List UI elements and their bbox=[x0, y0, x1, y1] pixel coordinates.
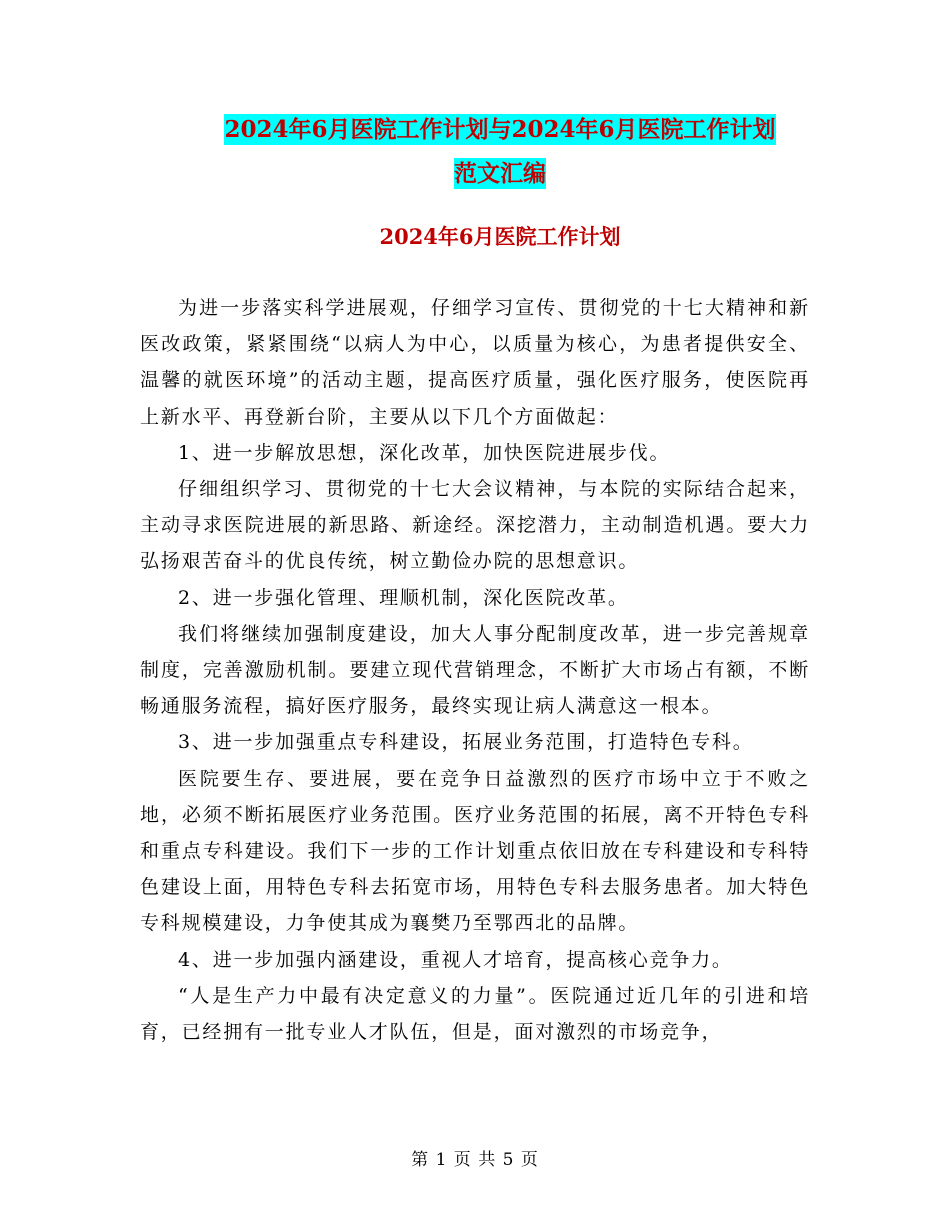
paragraph-body-3: 医院要生存、要进展，要在竞争日益激烈的医疗市场中立于不败之地，必须不断拓展医疗业务范围。医疗业务范围的拓展，离不开特色专科和重点专科建设。我们下一步的工作计划重点依旧放在专科建设和专科特色建设上面，用特色专科去拓宽市场，用特色专科去服务患者。加大特色专科规模建设，力争使其成为襄樊乃至鄂西北的品牌。 bbox=[140, 767, 810, 935]
paragraph-intro: 为进一步落实科学进展观，仔细学习宣传、贯彻党的十七大精神和新医改政策，紧紧围绕“以病人为中心，以质量为核心，为患者提供安全、温馨的就医环境”的活动主题，提高医疗质量，强化医疗服务，使医院再上新水平、再登新台阶，主要从以下几个方面做起： bbox=[140, 297, 810, 428]
document-body bbox=[140, 290, 810, 1050]
document-title-line-1: 2024年6月医院工作计划与2024年6月医院工作计划 bbox=[224, 116, 776, 143]
paragraph-heading-1: 1、进一步解放思想，深化改革，加快医院进展步伐。 bbox=[178, 441, 671, 464]
paragraph-body-1: 仔细组织学习、贯彻党的十七大会议精神，与本院的实际结合起来，主动寻求医院进展的新思路、新途经。深挖潜力，主动制造机遇。要大力弘扬艰苦奋斗的优良传统，树立勤俭办院的思想意识。 bbox=[140, 478, 810, 573]
document-title bbox=[140, 108, 860, 196]
paragraph-body-4: “人是生产力中最有决定意义的力量”。医院通过近几年的引进和培育，已经拥有一批专业人才队伍，但是，面对激烈的市场竞争， bbox=[140, 984, 810, 1044]
paragraph-heading-4: 4、进一步加强内涵建设，重视人才培育，提高核心竞争力。 bbox=[178, 948, 733, 971]
paragraph-heading-2: 2、进一步强化管理、理顺机制，深化医院改革。 bbox=[178, 586, 629, 609]
section-title: 2024年6月医院工作计划 bbox=[379, 224, 621, 249]
document-title-line-2: 范文汇编 bbox=[454, 160, 546, 187]
paragraph-heading-3: 3、进一步加强重点专科建设，拓展业务范围，打造特色专科。 bbox=[178, 731, 754, 754]
paragraph-body-2: 我们将继续加强制度建设，加大人事分配制度改革，进一步完善规章制度，完善激励机制。要建立现代营销理念，不断扩大市场占有额，不断畅通服务流程，搞好医疗服务，最终实现让病人满意这一根本。 bbox=[140, 622, 810, 718]
page-footer: 第 1 页 共 5 页 bbox=[411, 1150, 539, 1170]
